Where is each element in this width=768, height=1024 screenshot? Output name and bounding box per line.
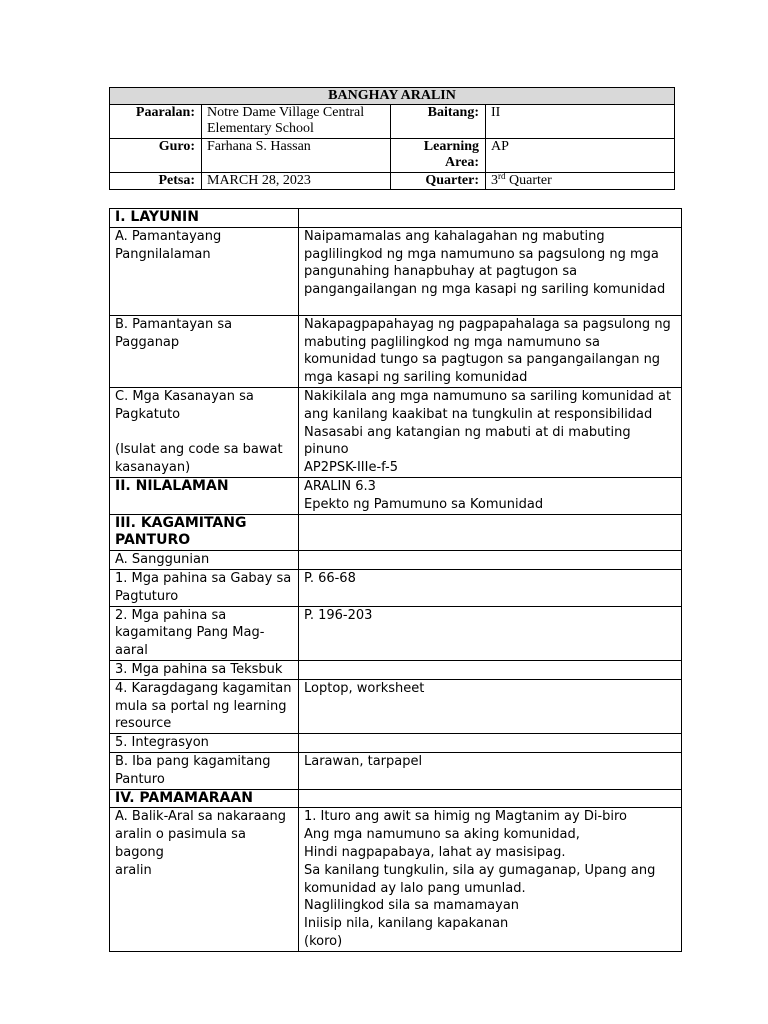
quarter-word: Quarter <box>505 173 552 188</box>
teksbuk-empty <box>299 660 682 679</box>
magaaral-value: P. 196-203 <box>299 606 682 660</box>
pamamaraan-empty <box>299 789 682 808</box>
layunin-heading: I. LAYUNIN <box>110 209 299 228</box>
petsa-value: MARCH 28, 2023 <box>202 173 391 190</box>
karagdagang-value: Loptop, worksheet <box>299 679 682 733</box>
quarter-suffix: rd <box>498 171 506 181</box>
guro-value: Farhana S. Hassan <box>202 139 391 173</box>
balik-aral-value: 1. Ituro ang awit sa himig ng Magtanim ay Di-biro Ang mga namumuno sa aking komunidad, Hindi nagpapabaya, lahat ay masisipag. Sa kanilang tungkulin, sila ay gumaganap, Upang ang komunidad ay lalo pang umunlad. Naglilingkod sila sa mamamayan Iniisip nila, kanilang kapakanan (koro) <box>299 808 682 951</box>
petsa-label: Petsa: <box>110 173 202 190</box>
guro-label: Guro: <box>110 139 202 173</box>
kasanayan-value: Nakikilala ang mga namumuno sa sariling komunidad at ang kanilang kaakibat na tungkulin at responsibilidad Nasasabi ang katangian ng mabuti at di mabuting pinuno AP2PSK-IIIe-f-5 <box>299 387 682 477</box>
learning-area-value: AP <box>486 139 675 173</box>
quarter-number: 3 <box>491 173 498 188</box>
gabay-label: 1. Mga pahina sa Gabay sa Pagtuturo <box>110 569 299 606</box>
teksbuk-label: 3. Mga pahina sa Teksbuk <box>110 660 299 679</box>
sanggunian-empty <box>299 551 682 570</box>
integrasyon-label: 5. Integrasyon <box>110 734 299 753</box>
karagdagang-label: 4. Karagdagang kagamitan mula sa portal ng learning resource <box>110 679 299 733</box>
kagamitan-heading: III. KAGAMITANG PANTURO <box>110 514 299 551</box>
lesson-plan-table <box>109 208 682 952</box>
nilalaman-value: ARALIN 6.3 Epekto ng Pamumuno sa Komunidad <box>299 477 682 514</box>
nilalaman-heading: II. NILALAMAN <box>110 477 299 514</box>
paaralan-label: Paaralan: <box>110 105 202 139</box>
magaaral-label: 2. Mga pahina sa kagamitang Pang Mag-aaral <box>110 606 299 660</box>
iba-pang-kagamitan-value: Larawan, tarpapel <box>299 752 682 789</box>
paaralan-value: Notre Dame Village Central Elementary School <box>202 105 391 139</box>
kagamitan-empty <box>299 514 682 551</box>
layunin-empty <box>299 209 682 228</box>
document-title: BANGHAY ARALIN <box>110 88 675 105</box>
sanggunian-label: A. Sanggunian <box>110 551 299 570</box>
baitang-label: Baitang: <box>391 105 486 139</box>
learning-area-label: Learning Area: <box>391 139 486 173</box>
integrasyon-empty <box>299 734 682 753</box>
gabay-value: P. 66-68 <box>299 569 682 606</box>
header-table <box>109 87 675 190</box>
pamamaraan-heading: IV. PAMAMARAAN <box>110 789 299 808</box>
pamantayang-pangnilalaman-label: A. Pamantayang Pangnilalaman <box>110 227 299 315</box>
balik-aral-label: A. Balik-Aral sa nakaraang aralin o pasimula sa bagong aralin <box>110 808 299 951</box>
pamantayan-pagganap-label: B. Pamantayan sa Pagganap <box>110 315 299 387</box>
kasanayan-label: C. Mga Kasanayan sa Pagkatuto (Isulat ang code sa bawat kasanayan) <box>110 387 299 477</box>
iba-pang-kagamitan-label: B. Iba pang kagamitang Panturo <box>110 752 299 789</box>
pamantayang-pangnilalaman-value: Naipamamalas ang kahalagahan ng mabuting paglilingkod ng mga namumuno sa pagsulong ng mga pangunahing hanapbuhay at pagtugon sa pangangailangan ng mga kasapi ng sariling komunidad <box>299 227 682 315</box>
quarter-value <box>486 173 675 190</box>
quarter-label: Quarter: <box>391 173 486 190</box>
pamantayan-pagganap-value: Nakapagpapahayag ng pagpapahalaga sa pagsulong ng mabuting paglilingkod ng mga namumuno sa komunidad tungo sa pagtugon sa pangangailangan ng mga kasapi ng sariling komunidad <box>299 315 682 387</box>
baitang-value: II <box>486 105 675 139</box>
